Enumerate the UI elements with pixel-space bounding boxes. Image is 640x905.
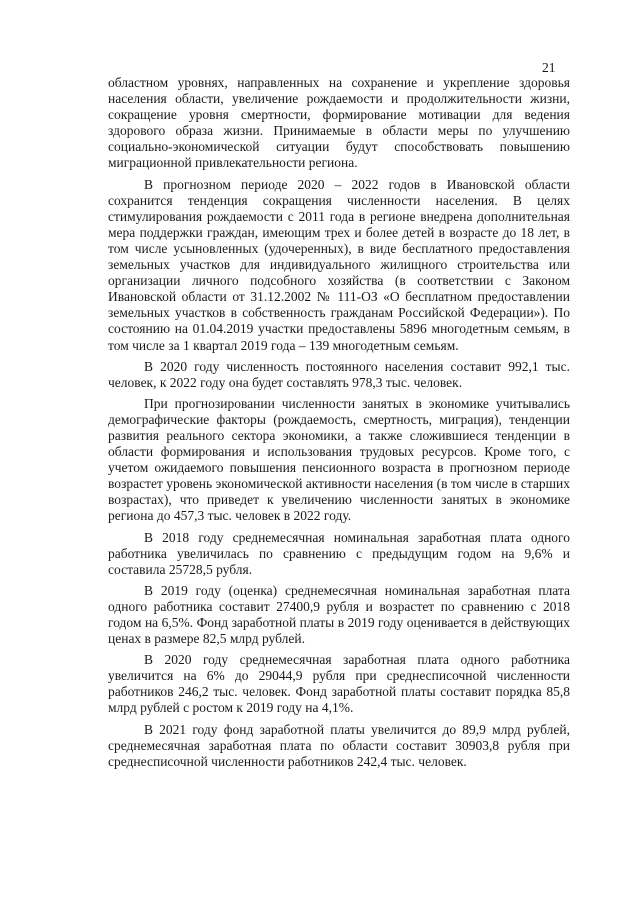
paragraph-population-forecast: В прогнозном периоде 2020 – 2022 годов в Ивановской области сохранится тенденция сокращения численности населения. В целях стимулирования рождаемости с 2011 года в регионе внедрена дополнительная мера поддержки граждан, имеющим трех и более детей в возрасте до 18 лет, в том числе усыновленных (удочеренных), в виде бесплатного предоставления земельных участков для индивидуального жилищного строительства или организации личного подсобного хозяйства (в соответствии с Законом Ивановской области от 31.12.2002 № 111-ОЗ «О бесплатном предоставлении земельных участков в собственность гражданам Российской Федерации»). По состоянию на 01.04.2019 участки предоставлены 5896 многодетным семьям, в том числе за 1 квартал 2019 года – 139 многодетным семьям. — [108, 176, 570, 353]
paragraph-wage-2021: В 2021 году фонд заработной платы увеличится до 89,9 млрд рублей, среднемесячная заработная плата по области составит 30903,8 рубля при среднесписочной численности работников 242,4 тыс. человек. — [108, 721, 570, 769]
paragraph-employment-forecast: При прогнозировании численности занятых в экономике учитывались демографические факторы (рождаемость, смертность, миграция), тенденции развития реального сектора экономики, а также сложившиеся тенденции в области формирования и использования трудовых ресурсов. Кроме того, с учетом ожидаемого повышения пенсионного возраста в прогнозном периоде возрастет уровень экономической активности населения (в том числе в старших возрастах), что приведет к увеличению численности занятых в экономике региона до 457,3 тыс. человек в 2022 году. — [108, 395, 570, 524]
page-number: 21 — [542, 60, 556, 75]
paragraph-continuation: областном уровнях, направленных на сохранение и укрепление здоровья населения области, увеличение рождаемости и продолжительности жизни, сокращение уровня смертности, формирование мотивации для ведения здорового образа жизни. Принимаемые в области меры по улучшению социально-экономической ситуации будут способствовать повышению миграционной привлекательности региона. — [108, 75, 570, 171]
paragraph-wage-2019: В 2019 году (оценка) среднемесячная номинальная заработная плата одного работника составит 27400,9 рубля и возрастет по сравнению с 2018 годом на 6,5%. Фонд заработной платы в 2019 году оценивается в действующих ценах в размере 82,5 млрд рублей. — [108, 582, 570, 647]
paragraph-wage-2018: В 2018 году среднемесячная номинальная заработная плата одного работника увеличилась по сравнению с предыдущим годом на 9,6% и составила 25728,5 рубля. — [108, 529, 570, 577]
body-text — [108, 75, 570, 775]
paragraph-wage-2020: В 2020 году среднемесячная заработная плата одного работника увеличится на 6% до 29044,9 рубля при среднесписочной численности работников 246,2 тыс. человек. Фонд заработной платы составит порядка 85,8 млрд рублей с ростом к 2019 году на 4,1%. — [108, 652, 570, 716]
paragraph-population-count: В 2020 году численность постоянного населения составит 992,1 тыс. человек, к 2022 году она будет составлять 978,3 тыс. человек. — [108, 358, 570, 390]
